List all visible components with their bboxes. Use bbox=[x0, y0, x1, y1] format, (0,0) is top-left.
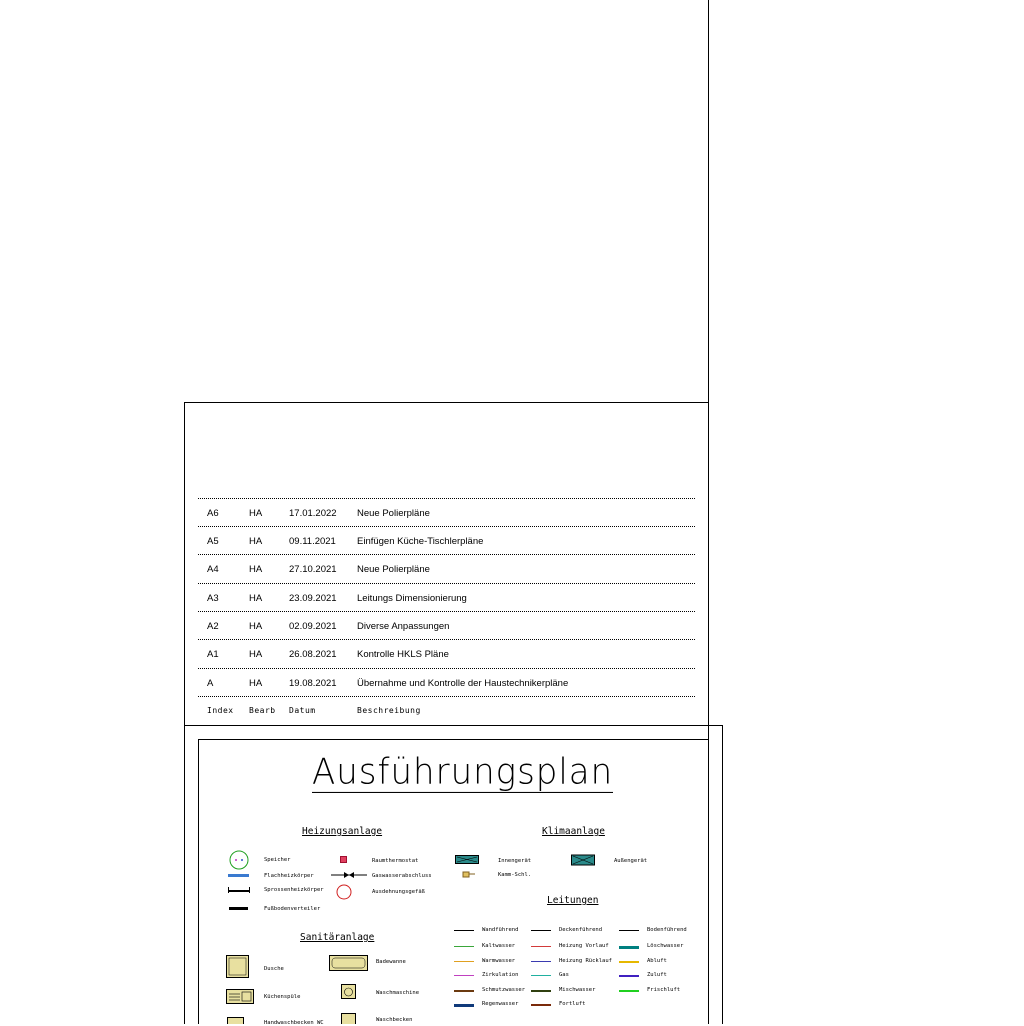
rev-author: HA bbox=[249, 564, 263, 575]
pipe-line-label: Löschwasser bbox=[647, 943, 684, 949]
sheet-border-right-upper bbox=[708, 0, 709, 1024]
bathtub-icon bbox=[329, 955, 369, 972]
pipe-line-label: Gas bbox=[559, 972, 569, 978]
comb-hose-icon bbox=[462, 870, 476, 880]
table-row bbox=[198, 611, 695, 640]
rev-date: 02.09.2021 bbox=[289, 621, 337, 632]
pipe-line-label: Bodenführend bbox=[647, 927, 687, 933]
pipe-line-label: Kaltwasser bbox=[482, 943, 516, 949]
legend-outer-top bbox=[184, 725, 722, 726]
towel-radiator-icon bbox=[227, 886, 251, 894]
sanitary-item-label: Dusche bbox=[264, 966, 284, 972]
header-date: Datum bbox=[289, 706, 316, 715]
heating-item-label: Fußbodenverteiler bbox=[264, 906, 321, 912]
pipes-section-title: Leitungen bbox=[547, 895, 599, 906]
pipe-line-label: Abluft bbox=[647, 958, 667, 964]
pipe-line-label: Deckenführend bbox=[559, 927, 603, 933]
table-row bbox=[198, 668, 695, 697]
table-row bbox=[198, 526, 695, 555]
rev-date: 23.09.2021 bbox=[289, 593, 337, 604]
pipe-line-swatch bbox=[619, 990, 639, 992]
heating-item-label: Sprossenheizkörper bbox=[264, 887, 324, 893]
heating-item-label: Raumthermostat bbox=[372, 858, 419, 864]
pipe-line-swatch bbox=[454, 946, 474, 947]
climate-item-label: Innengerät bbox=[498, 858, 532, 864]
pipe-line-swatch bbox=[619, 930, 639, 931]
table-row bbox=[198, 639, 695, 668]
pipe-line-label: Wandführend bbox=[482, 927, 519, 933]
pipe-line-swatch bbox=[454, 961, 474, 962]
rev-index: A6 bbox=[207, 508, 219, 519]
heating-item-label: Speicher bbox=[264, 857, 291, 863]
rev-description: Kontrolle HKLS Pläne bbox=[357, 649, 449, 660]
pipe-line-label: Heizung Vorlauf bbox=[559, 943, 609, 949]
header-description: Beschreibung bbox=[357, 706, 421, 715]
rev-date: 26.08.2021 bbox=[289, 649, 337, 660]
pipe-line-swatch bbox=[454, 990, 474, 992]
header-index: Index bbox=[207, 706, 234, 715]
title-block-top bbox=[184, 402, 709, 403]
pipe-line-swatch bbox=[531, 946, 551, 947]
rev-description: Leitungs Dimensionierung bbox=[357, 593, 467, 604]
legend-inner-top bbox=[198, 739, 709, 740]
table-row bbox=[198, 554, 695, 583]
pipe-line-swatch bbox=[531, 975, 551, 976]
storage-tank-icon bbox=[228, 850, 250, 870]
thermostat-icon bbox=[340, 856, 348, 864]
sanitary-item-label: Waschmaschine bbox=[376, 990, 420, 996]
legend-inner-left bbox=[198, 739, 199, 1024]
pipe-line-label: Schmutzwasser bbox=[482, 987, 526, 993]
shower-icon bbox=[226, 955, 250, 979]
heating-item-label: Ausdehnungsgefäß bbox=[372, 889, 425, 895]
climate-item-label: Außengerät bbox=[614, 858, 648, 864]
flat-radiator-icon bbox=[228, 873, 250, 878]
sanitary-item-label: Badewanne bbox=[376, 959, 406, 965]
rev-date: 19.08.2021 bbox=[289, 678, 337, 689]
pipe-line-label: Zirkulation bbox=[482, 972, 519, 978]
pipe-line-swatch bbox=[531, 990, 551, 992]
heating-section-title: Heizungsanlage bbox=[302, 826, 383, 837]
sanitary-section-title: Sanitäranlage bbox=[300, 932, 375, 943]
rev-description: Übernahme und Kontrolle der Haustechnikerpläne bbox=[357, 678, 569, 689]
sanitary-item-label: Küchenspüle bbox=[264, 994, 301, 1000]
title-block-left bbox=[184, 402, 185, 1024]
pipe-line-label: Frischluft bbox=[647, 987, 681, 993]
pipe-line-label: Warmwasser bbox=[482, 958, 516, 964]
hand-basin-icon bbox=[227, 1017, 245, 1024]
heating-item-label: Gaswasserabschluss bbox=[372, 873, 432, 879]
sanitary-item-label: Waschbecken bbox=[376, 1017, 413, 1023]
rev-date: 27.10.2021 bbox=[289, 564, 337, 575]
climate-item-label: Kamm-Schl. bbox=[498, 872, 532, 878]
pipe-line-swatch bbox=[619, 946, 639, 949]
gas-shutoff-icon bbox=[331, 871, 367, 879]
pipe-line-swatch bbox=[531, 961, 551, 962]
climate-section-title: Klimaanlage bbox=[542, 826, 605, 837]
rev-author: HA bbox=[249, 678, 263, 689]
rev-author: HA bbox=[249, 536, 263, 547]
sanitary-item-label: Handwaschbecken WC bbox=[264, 1020, 324, 1026]
table-header bbox=[198, 696, 695, 725]
rev-description: Neue Polierpläne bbox=[357, 564, 430, 575]
floor-distributor-icon bbox=[229, 906, 249, 911]
pipe-line-label: Regenwasser bbox=[482, 1001, 519, 1007]
pipe-line-swatch bbox=[454, 930, 474, 931]
pipe-line-swatch bbox=[454, 975, 474, 976]
heating-item-label: Flachheizkörper bbox=[264, 873, 314, 879]
rev-description: Diverse Anpassungen bbox=[357, 621, 450, 632]
rev-description: Einfügen Küche-Tischlerpläne bbox=[357, 536, 484, 547]
pipe-line-swatch bbox=[531, 930, 551, 931]
table-row bbox=[198, 498, 695, 527]
pipe-line-swatch bbox=[531, 1004, 551, 1006]
kitchen-sink-icon bbox=[226, 989, 254, 1005]
rev-index: A2 bbox=[207, 621, 219, 632]
rev-index: A5 bbox=[207, 536, 219, 547]
plan-title: Ausführungsplan bbox=[312, 750, 614, 793]
pipe-line-label: Fortluft bbox=[559, 1001, 586, 1007]
rev-date: 17.01.2022 bbox=[289, 508, 337, 519]
rev-description: Neue Polierpläne bbox=[357, 508, 430, 519]
washbasin-icon bbox=[341, 1013, 357, 1024]
rev-author: HA bbox=[249, 508, 263, 519]
pipe-line-label: Zuluft bbox=[647, 972, 667, 978]
pipe-line-label: Heizung Rücklauf bbox=[559, 958, 612, 964]
table-row bbox=[198, 583, 695, 612]
rev-date: 09.11.2021 bbox=[289, 536, 336, 547]
outdoor-unit-icon bbox=[571, 852, 595, 868]
pipe-line-swatch bbox=[454, 1004, 474, 1007]
legend-outer-right bbox=[722, 725, 723, 1024]
rev-author: HA bbox=[249, 649, 263, 660]
rev-index: A3 bbox=[207, 593, 219, 604]
header-author: Bearb bbox=[249, 706, 276, 715]
rev-index: A bbox=[207, 678, 214, 689]
expansion-vessel-icon bbox=[336, 884, 352, 900]
rev-index: A1 bbox=[207, 649, 219, 660]
pipe-line-label: Mischwasser bbox=[559, 987, 596, 993]
pipe-line-swatch bbox=[619, 975, 639, 977]
pipe-line-swatch bbox=[619, 961, 639, 963]
rev-index: A4 bbox=[207, 564, 219, 575]
rev-author: HA bbox=[249, 621, 263, 632]
washing-machine-icon bbox=[341, 984, 357, 1000]
rev-author: HA bbox=[249, 593, 263, 604]
indoor-unit-icon bbox=[455, 855, 479, 867]
